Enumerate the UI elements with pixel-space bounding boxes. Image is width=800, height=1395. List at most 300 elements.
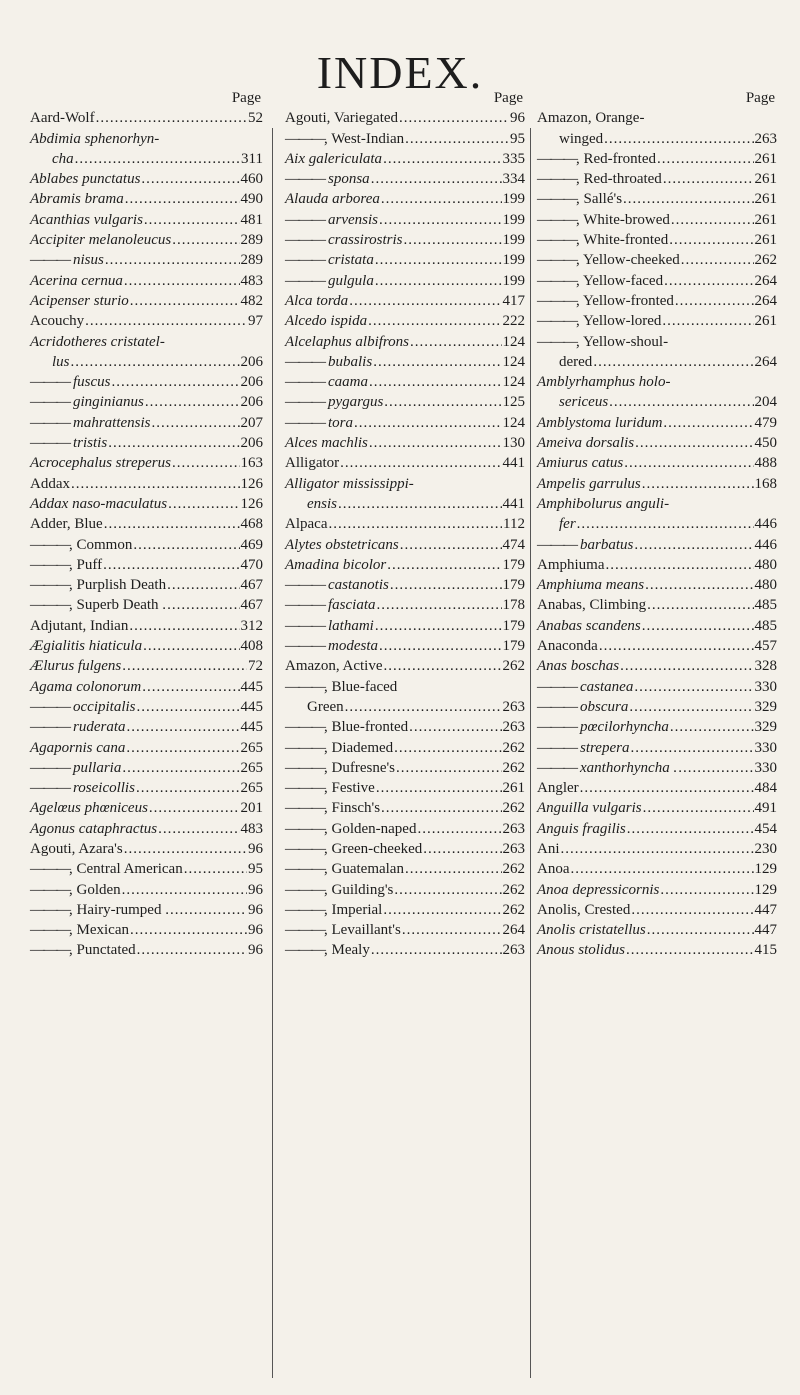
entry-name: Acrocephalus streperus [30, 455, 171, 472]
entry-page-number: 179 [502, 577, 525, 594]
entry-page-number: 289 [240, 232, 263, 249]
index-entry [30, 595, 263, 615]
entry-page-number: 490 [240, 191, 263, 208]
ditto-dash: ——— [30, 901, 69, 918]
entry-name: ginginianus [73, 394, 144, 411]
entry-name: Anolis, Crested [537, 901, 631, 918]
entry-page-number: 485 [754, 597, 777, 614]
ditto-dash: ——— [30, 252, 69, 269]
entry-name: pygargus [328, 394, 384, 411]
entry-page-number: 206 [240, 374, 263, 391]
index-column-2 [285, 88, 525, 961]
index-entry [537, 129, 777, 149]
entry-name: , Red-throated [576, 171, 662, 188]
entry-name: Ani [537, 840, 560, 857]
leader-dots [167, 575, 239, 595]
index-entry [30, 920, 263, 940]
entry-page-number: 330 [754, 739, 777, 756]
entry-page-number: 263 [502, 719, 525, 736]
entry-page-number: 199 [502, 232, 525, 249]
leader-dots [371, 169, 502, 189]
ditto-dash: ——— [285, 130, 324, 147]
entry-page-number: 263 [502, 698, 525, 715]
entry-name: dered [559, 353, 593, 370]
leader-dots [561, 839, 754, 859]
entry-page-number: 96 [248, 942, 263, 959]
leader-dots [627, 819, 754, 839]
index-entry [537, 778, 777, 798]
entry-page-number: 330 [754, 678, 777, 695]
entry-page-number: 95 [248, 861, 263, 878]
entry-name: Aix galericulata [285, 150, 383, 167]
leader-dots [375, 271, 502, 291]
index-entry [537, 250, 777, 270]
index-entry [30, 129, 263, 149]
index-entry [30, 697, 263, 717]
entry-page-number: 206 [240, 394, 263, 411]
entry-page-number: 474 [502, 536, 525, 553]
index-entry [537, 291, 777, 311]
entry-page-number: 334 [502, 171, 525, 188]
entry-page-number: 328 [754, 658, 777, 675]
entry-name: strepera [580, 739, 630, 756]
index-entry [285, 656, 525, 676]
entry-name: , Levaillant's [324, 922, 401, 939]
entry-page-number: 265 [240, 739, 263, 756]
ditto-dash: ——— [30, 394, 69, 411]
ditto-dash: ——— [30, 556, 69, 573]
ditto-dash: ——— [285, 739, 324, 756]
index-entry [30, 677, 263, 697]
index-entry [285, 798, 525, 818]
index-entry [537, 230, 777, 250]
leader-dots [383, 900, 501, 920]
entry-name: castanotis [328, 577, 389, 594]
entry-page-number: 417 [502, 292, 525, 309]
leader-dots [626, 940, 754, 960]
index-entry [30, 717, 263, 737]
leader-dots [669, 230, 753, 250]
entry-page-number: 289 [240, 252, 263, 269]
ditto-dash: ——— [537, 678, 576, 695]
entry-name: fasciata [328, 597, 376, 614]
entry-page-number: 454 [754, 820, 777, 837]
entry-page-number: 199 [502, 191, 525, 208]
entry-name: , Superb Death . [69, 597, 167, 614]
ditto-dash: ——— [537, 292, 576, 309]
entry-page-number: 485 [754, 617, 777, 634]
index-entry [537, 636, 777, 656]
index-entry [30, 210, 263, 230]
index-entry [537, 433, 777, 453]
entry-page-number: 467 [240, 597, 263, 614]
index-entry [537, 798, 777, 818]
leader-dots [122, 880, 247, 900]
index-entry [285, 575, 525, 595]
entry-name: , White-fronted [576, 232, 669, 249]
index-entry [537, 555, 777, 575]
entry-name: Anoa depressicornis [537, 881, 660, 898]
index-entry [30, 392, 263, 412]
entry-name: winged [559, 130, 604, 147]
leader-dots [629, 697, 753, 717]
leader-dots [662, 311, 753, 331]
entry-page-number: 126 [240, 495, 263, 512]
entry-name: , Festive [324, 780, 375, 797]
leader-dots [402, 920, 502, 940]
leader-dots [647, 595, 753, 615]
leader-dots [681, 250, 754, 270]
leader-dots [577, 514, 754, 534]
entry-name: , Yellow-fronted [576, 292, 674, 309]
entry-name: , Red-fronted [576, 150, 656, 167]
index-entry [537, 697, 777, 717]
ditto-dash: ——— [537, 759, 576, 776]
leader-dots [369, 433, 502, 453]
entry-page-number: 261 [754, 171, 777, 188]
index-column-3 [537, 88, 777, 961]
entry-name: ensis [307, 495, 337, 512]
entry-name: tora [328, 414, 354, 431]
leader-dots [387, 555, 501, 575]
entry-page-number: 441 [502, 455, 525, 472]
entry-name: pullaria [73, 759, 122, 776]
entry-page-number: 483 [240, 272, 263, 289]
index-entry [537, 758, 777, 778]
ditto-dash: ——— [285, 353, 324, 370]
entry-name: , Purplish Death [69, 577, 167, 594]
entry-page-number: 261 [502, 780, 525, 797]
index-entry [285, 453, 525, 473]
entry-page-number: 441 [502, 495, 525, 512]
ditto-dash: ——— [285, 861, 324, 878]
ditto-dash: ——— [30, 536, 69, 553]
leader-dots [145, 392, 240, 412]
ditto-dash: ——— [537, 719, 576, 736]
entry-name: lus [52, 353, 70, 370]
index-entry [285, 555, 525, 575]
index-entry [285, 311, 525, 331]
leader-dots [71, 352, 240, 372]
ditto-dash: ——— [285, 617, 324, 634]
index-entry [30, 250, 263, 270]
leader-dots [349, 291, 501, 311]
entry-page-number: 179 [502, 556, 525, 573]
entry-name: occipitalis [73, 698, 136, 715]
index-entry [285, 169, 525, 189]
index-entry [30, 169, 263, 189]
leader-dots [354, 413, 501, 433]
index-entry [285, 616, 525, 636]
leader-dots [369, 372, 502, 392]
index-entry [285, 210, 525, 230]
entry-page-number: 445 [240, 719, 263, 736]
leader-dots [152, 413, 240, 433]
index-entry [537, 108, 777, 128]
index-entry [285, 697, 525, 717]
ditto-dash: ——— [30, 759, 69, 776]
index-entry [285, 230, 525, 250]
leader-dots [144, 210, 240, 230]
leader-dots [328, 514, 502, 534]
entry-name: , Central American [69, 861, 183, 878]
leader-dots [394, 738, 501, 758]
leader-dots [375, 250, 502, 270]
entry-name: bubalis [328, 353, 373, 370]
entry-name: , Common [69, 536, 133, 553]
index-entry [285, 494, 525, 514]
leader-dots [604, 129, 753, 149]
entry-name: fuscus [73, 374, 111, 391]
index-entry [285, 778, 525, 798]
leader-dots [645, 575, 753, 595]
entry-page-number: 265 [240, 780, 263, 797]
entry-page-number: 460 [240, 171, 263, 188]
ditto-dash: ——— [30, 435, 69, 452]
ditto-dash: ——— [30, 374, 69, 391]
leader-dots [167, 595, 239, 615]
leader-dots [620, 656, 753, 676]
entry-page-number: 457 [754, 638, 777, 655]
entry-name: Angler [537, 780, 579, 797]
ditto-dash: ——— [285, 272, 324, 289]
entry-page-number: 125 [502, 394, 525, 411]
entry-name: Anolis cristatellus [537, 922, 646, 939]
entry-page-number: 222 [502, 313, 525, 330]
entry-name: Agouti, Azara's [30, 840, 123, 857]
index-entry [537, 494, 777, 514]
leader-dots [122, 758, 239, 778]
entry-name: Anoa [537, 861, 570, 878]
index-entry [285, 149, 525, 169]
entry-page-number: 311 [241, 150, 263, 167]
ditto-dash: ——— [285, 678, 324, 695]
entry-page-number: 264 [754, 353, 777, 370]
entry-name: , Yellow-lored [576, 313, 662, 330]
entry-page-number: 262 [502, 901, 525, 918]
entry-name: Amazon, Orange- [537, 110, 645, 127]
leader-dots [631, 900, 753, 920]
entry-page-number: 263 [502, 840, 525, 857]
leader-dots [606, 555, 754, 575]
ditto-dash: ——— [537, 272, 576, 289]
index-entry [285, 250, 525, 270]
entry-page-number: 263 [754, 130, 777, 147]
leader-dots [340, 453, 501, 473]
index-entry [537, 900, 777, 920]
entry-name: sericeus [559, 394, 609, 411]
leader-dots [137, 697, 240, 717]
entry-name: roseicollis [73, 780, 135, 797]
index-entry [285, 940, 525, 960]
ditto-dash: ——— [537, 232, 576, 249]
entry-name: , Yellow-cheeked [576, 252, 680, 269]
entry-page-number: 206 [240, 353, 263, 370]
entry-page-number: 261 [754, 191, 777, 208]
index-entry [285, 717, 525, 737]
index-entry [285, 880, 525, 900]
entry-name: Agama colonorum [30, 678, 142, 695]
entry-page-number: 480 [754, 556, 777, 573]
leader-dots [660, 880, 753, 900]
entry-name: , Green-cheeked [324, 840, 423, 857]
ditto-dash: ——— [30, 719, 69, 736]
entry-name: , Blue-faced [324, 678, 398, 695]
entry-page-number: 263 [502, 820, 525, 837]
index-entry [285, 900, 525, 920]
entry-page-number: 329 [754, 719, 777, 736]
ditto-dash: ——— [285, 719, 324, 736]
leader-dots [670, 717, 754, 737]
entry-name: , Golden [69, 881, 121, 898]
index-entry [285, 839, 525, 859]
leader-dots [379, 210, 502, 230]
column-page-header: Page [493, 90, 523, 106]
index-entry [537, 575, 777, 595]
entry-page-number: 204 [754, 394, 777, 411]
ditto-dash: ——— [285, 171, 324, 188]
entry-page-number: 124 [502, 414, 525, 431]
leader-dots [381, 189, 502, 209]
index-entry [285, 392, 525, 412]
entry-name: Alligator [285, 455, 340, 472]
entry-page-number: 207 [240, 414, 263, 431]
index-entry [285, 758, 525, 778]
index-entry [285, 677, 525, 697]
entry-page-number: 96 [248, 840, 263, 857]
ditto-dash: ——— [285, 394, 324, 411]
leader-dots [105, 250, 240, 270]
leader-dots [129, 616, 239, 636]
index-entry [537, 535, 777, 555]
leader-dots [417, 819, 501, 839]
ditto-dash: ——— [30, 881, 69, 898]
entry-page-number: 261 [754, 313, 777, 330]
leader-dots [137, 940, 247, 960]
entry-page-number: 206 [240, 435, 263, 452]
leader-dots [345, 697, 502, 717]
entry-page-number: 262 [502, 658, 525, 675]
entry-name: Adjutant, Indian [30, 617, 129, 634]
index-entry [285, 514, 525, 534]
ditto-dash: ——— [30, 597, 69, 614]
index-entry [30, 900, 263, 920]
entry-name: Anguilla vulgaris [537, 800, 642, 817]
ditto-dash: ——— [30, 922, 69, 939]
entry-page-number: 446 [754, 536, 777, 553]
index-entry [537, 271, 777, 291]
entry-name: , Mexican [69, 922, 129, 939]
leader-dots [373, 352, 501, 372]
entry-name: Acouchy [30, 313, 85, 330]
entry-name: Anas boschas [537, 658, 620, 675]
index-entry [30, 494, 263, 514]
entry-page-number: 199 [502, 272, 525, 289]
entry-page-number: 447 [754, 922, 777, 939]
entry-name: Ampelis garrulus [537, 475, 641, 492]
ditto-dash: ——— [285, 577, 324, 594]
index-entry [537, 372, 777, 392]
leader-dots [410, 332, 501, 352]
index-entry [30, 230, 263, 250]
leader-dots [642, 474, 754, 494]
index-entry [30, 189, 263, 209]
entry-name: Amphiuma [537, 556, 605, 573]
index-entry [537, 677, 777, 697]
index-entry [30, 616, 263, 636]
entry-page-number: 468 [240, 516, 263, 533]
index-entry [537, 149, 777, 169]
index-entry [537, 656, 777, 676]
entry-page-number: 230 [754, 840, 777, 857]
entry-page-number: 447 [754, 901, 777, 918]
index-entry [537, 169, 777, 189]
index-entry [30, 372, 263, 392]
entry-page-number: 261 [754, 150, 777, 167]
index-entry [285, 535, 525, 555]
entry-name: Ablabes punctatus [30, 171, 141, 188]
index-entry [285, 920, 525, 940]
ditto-dash: ——— [537, 171, 576, 188]
ditto-dash: ——— [537, 536, 576, 553]
entry-page-number: 329 [754, 698, 777, 715]
leader-dots [678, 758, 753, 778]
index-entry [537, 413, 777, 433]
index-entry [537, 859, 777, 879]
leader-dots [643, 798, 754, 818]
leader-dots [663, 413, 753, 433]
ditto-dash: ——— [537, 333, 576, 350]
entry-page-number: 491 [754, 800, 777, 817]
entry-page-number: 262 [502, 800, 525, 817]
leader-dots [580, 778, 754, 798]
entry-page-number: 262 [502, 861, 525, 878]
index-entry [30, 880, 263, 900]
entry-list [285, 108, 525, 960]
entry-name: Anabas scandens [537, 617, 641, 634]
entry-page-number: 52 [248, 110, 263, 127]
entry-page-number: 446 [754, 516, 777, 533]
index-entry [30, 514, 263, 534]
entry-name: , Imperial [324, 901, 383, 918]
entry-name: Acipenser sturio [30, 292, 129, 309]
entry-page-number: 96 [248, 881, 263, 898]
entry-page-number: 335 [502, 150, 525, 167]
entry-name: xanthorhyncha . [580, 759, 678, 776]
column-page-header: Page [231, 90, 261, 106]
entry-name: tristis [73, 435, 108, 452]
entry-name: obscura [580, 698, 629, 715]
entry-name: Anguis fragilis [537, 820, 626, 837]
entry-page-number: 201 [240, 800, 263, 817]
leader-dots [664, 271, 753, 291]
index-entry [285, 372, 525, 392]
leader-dots [142, 677, 239, 697]
leader-dots [141, 169, 239, 189]
leader-dots [593, 352, 753, 372]
entry-page-number: 415 [754, 942, 777, 959]
leader-dots [383, 149, 501, 169]
entry-page-number: 179 [502, 638, 525, 655]
index-entry [30, 271, 263, 291]
ditto-dash: ——— [285, 942, 324, 959]
entry-page-number: 96 [248, 922, 263, 939]
entry-page-number: 408 [240, 638, 263, 655]
index-entry [285, 129, 525, 149]
index-entry [30, 940, 263, 960]
leader-dots [126, 738, 239, 758]
leader-dots [168, 494, 239, 514]
